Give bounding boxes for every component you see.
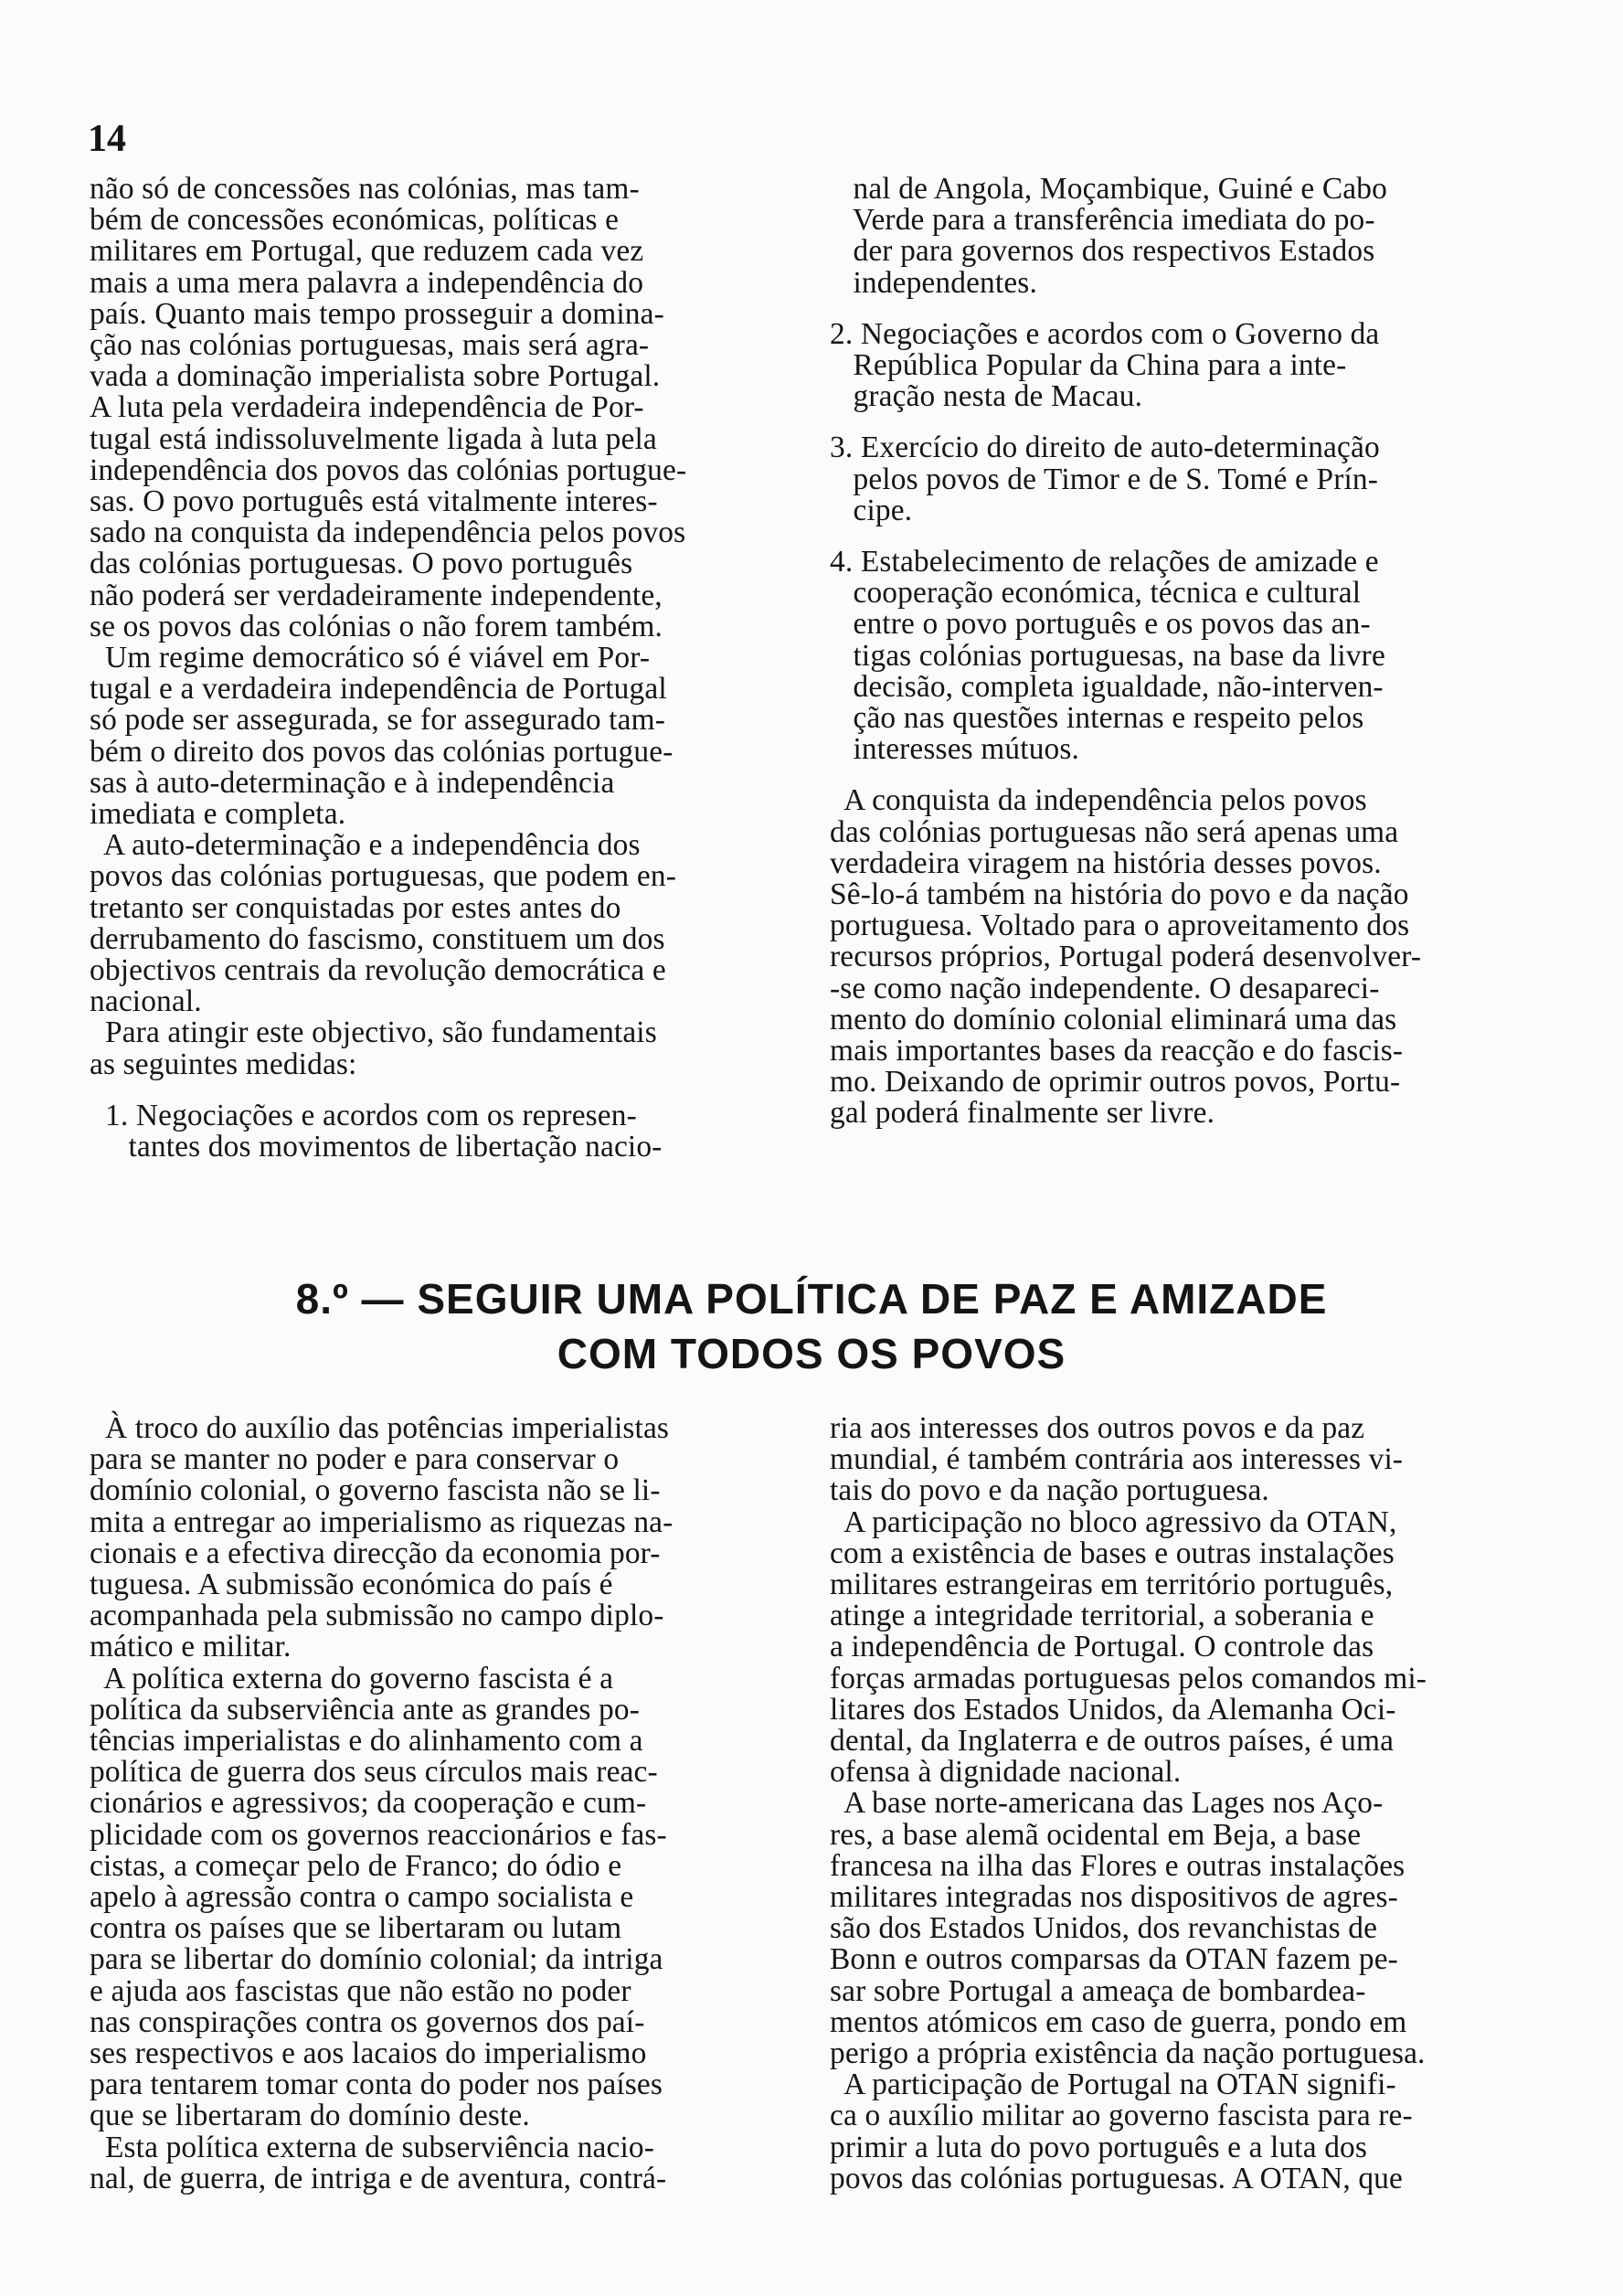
- text-line: tais do povo e da nação portuguesa.: [830, 1473, 1269, 1508]
- text-line: ção nas questões internas e respeito pelos: [830, 701, 1364, 736]
- text-line: acompanhada pela submissão no campo diplo-: [90, 1599, 664, 1633]
- text-line: ofensa à dignidade nacional.: [830, 1755, 1182, 1790]
- text-line: portuguesa. Voltado para o aproveitamento dos: [830, 909, 1410, 943]
- text-line: nacional.: [90, 984, 202, 1019]
- text-line: decisão, completa igualdade, não-interven-: [830, 669, 1384, 704]
- text-line: 3. Exercício do direito de auto-determinação: [830, 430, 1380, 465]
- text-line: primir a luta do povo português e a luta dos: [830, 2130, 1368, 2164]
- section-heading-line-2: COM TODOS OS POVOS: [557, 1330, 1066, 1377]
- text-line: A conquista da independência pelos povos: [830, 783, 1367, 818]
- text-line: mentos atómicos em caso de guerra, pondo em: [830, 2004, 1407, 2039]
- text-line: objectivos centrais da revolução democrática e: [90, 953, 666, 988]
- text-line: República Popular da China para a inte-: [830, 348, 1347, 383]
- text-line: cionários e agressivos; da cooperação e cum-: [90, 1786, 647, 1821]
- top-left-column: [90, 174, 802, 1163]
- text-line: [830, 765, 1543, 785]
- text-line: Um regime democrático só é viável em Por-: [90, 641, 651, 675]
- text-line: povos das colónias portuguesas, que podem en-: [90, 859, 676, 894]
- text-line: À troco do auxílio das potências imperialistas: [90, 1411, 670, 1445]
- text-line: independência dos povos das colónias portugue-: [90, 452, 687, 487]
- text-line: independentes.: [830, 265, 1037, 300]
- text-line: que se libertaram do domínio deste.: [90, 2099, 530, 2133]
- section-heading-line-1: 8.º — SEGUIR UMA POLÍTICA DE PAZ E AMIZADE: [295, 1275, 1328, 1323]
- text-line: para se libertar do domínio colonial; da intriga: [90, 1942, 663, 1977]
- text-line: Verde para a transferência imediata do po-: [830, 203, 1375, 238]
- text-line: a independência de Portugal. O controle das: [830, 1630, 1374, 1664]
- text-line: tugal e a verdadeira independência de Portugal: [90, 672, 667, 707]
- text-line: der para governos dos respectivos Estados: [830, 234, 1375, 269]
- text-line: sas. O povo português está vitalmente interes-: [90, 484, 658, 519]
- text-line: mundial, é também contrária aos interesses vi-: [830, 1442, 1404, 1477]
- text-line: entre o povo português e os povos das an-: [830, 607, 1371, 642]
- text-line: se os povos das colónias o não forem também.: [90, 609, 663, 643]
- text-line: cooperação económica, técnica e cultural: [830, 576, 1362, 611]
- text-line: gal poderá finalmente ser livre.: [830, 1096, 1215, 1131]
- text-line: mais a uma mera palavra a independência do: [90, 265, 644, 300]
- text-line: ses respectivos e aos lacaios do imperialismo: [90, 2036, 647, 2071]
- text-line: ca o auxílio militar ao governo fascista para re-: [830, 2099, 1413, 2133]
- text-line: das colónias portuguesas. O povo português: [90, 547, 633, 581]
- page-number: 14: [88, 118, 126, 160]
- text-line: cipe.: [830, 493, 913, 527]
- text-line: Para atingir este objectivo, são fundamentais: [90, 1015, 657, 1050]
- text-line: nal de Angola, Moçambique, Guiné e Cabo: [830, 172, 1387, 206]
- text-line: cistas, a começar pelo de Franco; do ódio e: [90, 1848, 622, 1883]
- text-line: A luta pela verdadeira independência de Por-: [90, 390, 644, 425]
- text-line: política de guerra dos seus círculos mais reac-: [90, 1755, 658, 1790]
- text-line: bém de concessões económicas, políticas e: [90, 203, 620, 238]
- text-line: as seguintes medidas:: [90, 1047, 357, 1081]
- text-line: tantes dos movimentos de libertação nacio-: [90, 1130, 663, 1164]
- text-line: A participação no bloco agressivo da OTAN,: [830, 1504, 1397, 1539]
- text-line: militares estrangeiras em território português,: [830, 1568, 1394, 1602]
- text-line: mento do domínio colonial eliminará uma das: [830, 1002, 1397, 1036]
- text-line: verdadeira viragem na história desses povos.: [830, 845, 1382, 880]
- text-line: [90, 1080, 802, 1100]
- text-line: dental, da Inglaterra e de outros países, é uma: [830, 1724, 1395, 1759]
- text-line: tugal está indissoluvelmente ligada à luta pela: [90, 421, 657, 456]
- text-line: país. Quanto mais tempo prosseguir a domina-: [90, 296, 664, 331]
- text-line: litares dos Estados Unidos, da Alemanha Oci-: [830, 1692, 1396, 1727]
- text-line: imediata e completa.: [90, 797, 346, 832]
- bottom-left-column: [90, 1413, 802, 2195]
- text-line: 1. Negociações e acordos com os represen-: [90, 1098, 637, 1132]
- text-line: política da subserviência ante as grandes po-: [90, 1692, 640, 1727]
- text-line: Esta política externa de subserviência nacio-: [90, 2130, 655, 2164]
- text-line: militares integradas nos dispositivos de agres-: [830, 1880, 1398, 1915]
- text-line: A auto-determinação e a independência dos: [90, 828, 641, 863]
- text-line: e ajuda aos fascistas que não estão no poder: [90, 1973, 631, 2008]
- text-line: A política externa do governo fascista é a: [90, 1661, 614, 1695]
- text-line: A participação de Portugal na OTAN signifi-: [830, 2067, 1396, 2102]
- text-line: com a existência de bases e outras instalações: [830, 1536, 1395, 1570]
- text-line: sar sobre Portugal a ameaça de bombardea-: [830, 1973, 1366, 2008]
- text-line: sas à auto-determinação e à independência: [90, 765, 615, 800]
- text-line: -se como nação independente. O desapareci-: [830, 971, 1380, 1005]
- text-line: mo. Deixando de oprimir outros povos, Portu-: [830, 1065, 1401, 1100]
- text-line: perigo a própria existência da nação portuguesa.: [830, 2036, 1426, 2071]
- text-line: [830, 526, 1543, 547]
- text-line: Bonn e outros comparsas da OTAN fazem pe-: [830, 1942, 1398, 1977]
- text-line: das colónias portuguesas não será apenas uma: [830, 814, 1399, 849]
- text-line: sado na conquista da independência pelos povos: [90, 516, 686, 550]
- text-line: tretanto ser conquistadas por estes antes do: [90, 890, 621, 925]
- text-line: [830, 299, 1543, 319]
- text-line: plicidade com os governos reaccionários e fas-: [90, 1817, 667, 1852]
- text-line: tigas colónias portuguesas, na base da livre: [830, 638, 1385, 673]
- text-line: recursos próprios, Portugal poderá desenvolver-: [830, 940, 1422, 974]
- text-line: não poderá ser verdadeiramente independente,: [90, 578, 663, 612]
- top-right-column: [830, 174, 1543, 1130]
- text-line: francesa na ilha das Flores e outras instalações: [830, 1848, 1406, 1883]
- text-line: interesses mútuos.: [830, 732, 1080, 767]
- text-line: bém o direito dos povos das colónias portugue-: [90, 734, 674, 769]
- text-line: nas conspirações contra os governos dos paí-: [90, 2004, 645, 2039]
- text-line: derrubamento do fascismo, constituem um dos: [90, 921, 665, 956]
- text-line: mático e militar.: [90, 1630, 292, 1664]
- text-line: militares em Portugal, que reduzem cada vez: [90, 234, 644, 269]
- text-line: vada a dominação imperialista sobre Portugal.: [90, 359, 661, 394]
- bottom-right-column: [830, 1413, 1543, 2195]
- text-line: nal, de guerra, de intriga e de aventura, contrá-: [90, 2161, 667, 2195]
- text-line: povos das colónias portuguesas. A OTAN, que: [830, 2161, 1403, 2195]
- text-line: gração nesta de Macau.: [830, 379, 1143, 414]
- text-line: ria aos interesses dos outros povos e da paz: [830, 1411, 1365, 1445]
- text-line: forças armadas portuguesas pelos comandos mi-: [830, 1661, 1427, 1695]
- text-line: atinge a integridade territorial, a soberania e: [830, 1599, 1374, 1633]
- text-line: apelo à agressão contra o campo socialista e: [90, 1880, 634, 1915]
- text-line: [830, 412, 1543, 432]
- text-line: são dos Estados Unidos, dos revanchistas de: [830, 1911, 1378, 1946]
- text-line: Sê-lo-á também na história do povo e da nação: [830, 877, 1409, 912]
- text-line: 4. Estabelecimento de relações de amizade e: [830, 545, 1379, 579]
- text-line: mais importantes bases da reacção e do fascis-: [830, 1034, 1404, 1068]
- text-line: 2. Negociações e acordos com o Governo da: [830, 316, 1380, 351]
- text-line: res, a base alemã ocidental em Beja, a base: [830, 1817, 1362, 1852]
- text-line: pelos povos de Timor e de S. Tomé e Prín-: [830, 462, 1379, 496]
- text-line: não só de concessões nas colónias, mas tam-: [90, 172, 640, 206]
- text-line: ção nas colónias portuguesas, mais será agra-: [90, 328, 650, 363]
- text-line: para se manter no poder e para conservar o: [90, 1442, 620, 1477]
- text-line: mita a entregar ao imperialismo as riquezas na-: [90, 1504, 674, 1539]
- text-line: domínio colonial, o governo fascista não se li-: [90, 1473, 661, 1508]
- text-line: para tentarem tomar conta do poder nos países: [90, 2067, 663, 2102]
- text-line: A base norte-americana das Lages nos Aço-: [830, 1786, 1384, 1821]
- text-line: tuguesa. A submissão económica do país é: [90, 1568, 613, 1602]
- text-line: cionais e a efectiva direcção da economia por-: [90, 1536, 661, 1570]
- text-line: tências imperialistas e do alinhamento com a: [90, 1724, 643, 1759]
- text-line: só pode ser assegurada, se for assegurado tam-: [90, 703, 665, 738]
- text-line: contra os países que se libertaram ou lutam: [90, 1911, 622, 1946]
